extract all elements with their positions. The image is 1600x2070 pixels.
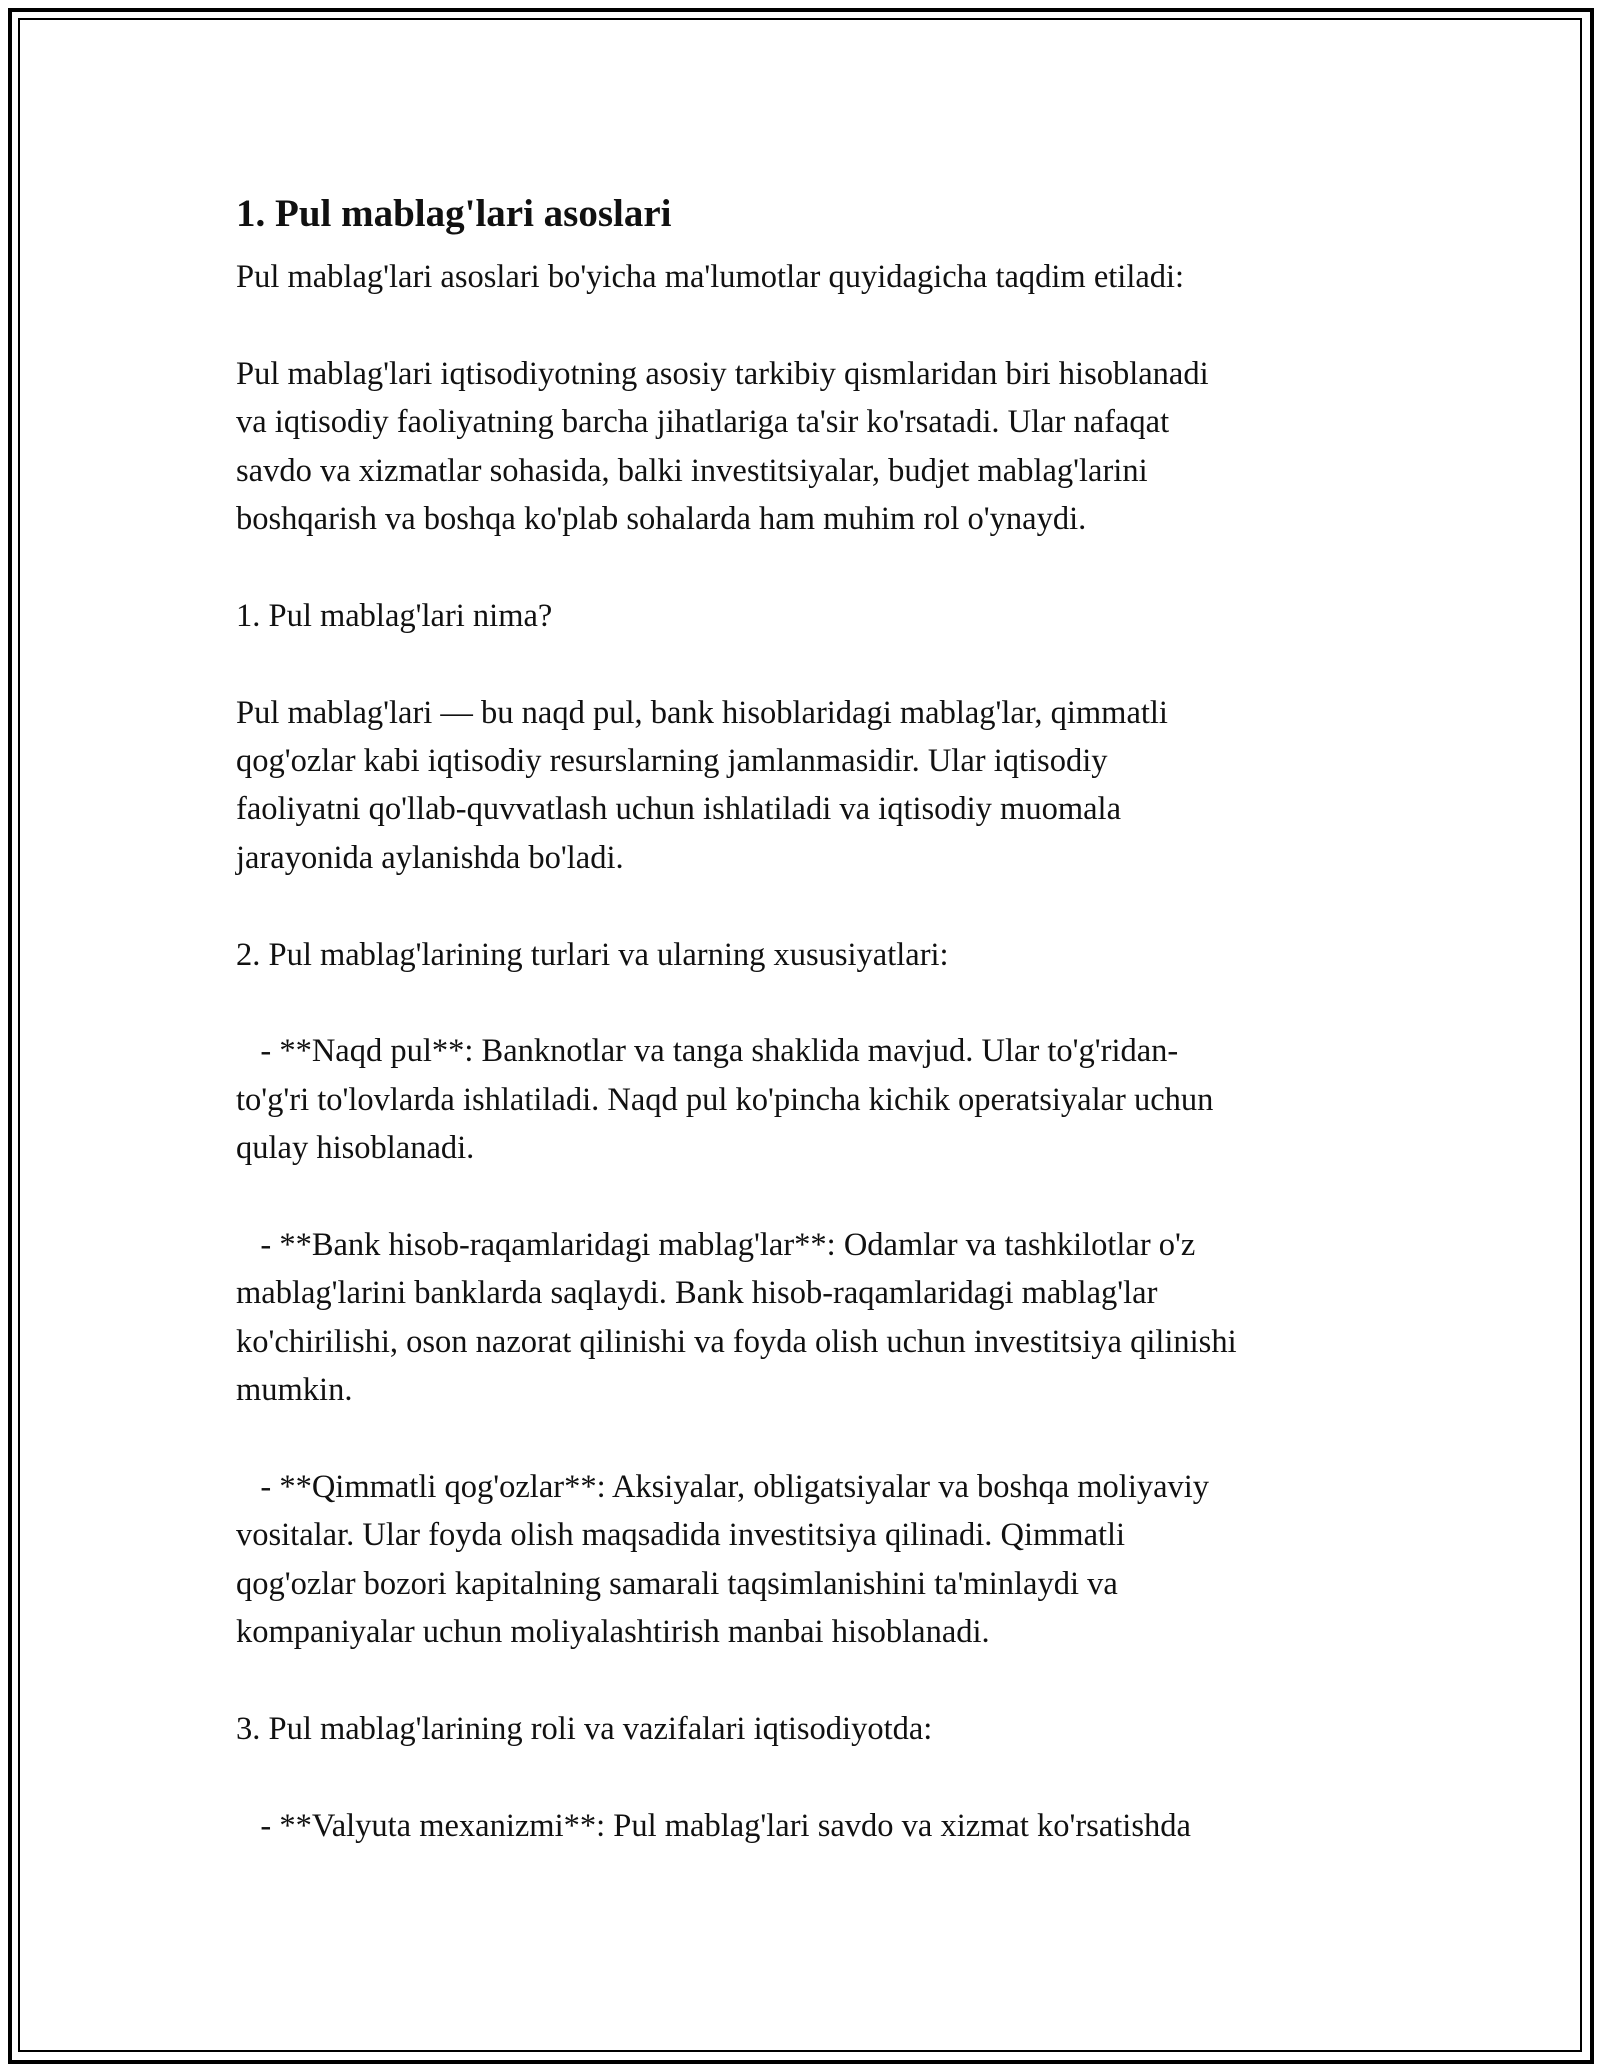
text-line: ko'chirilishi, oson nazorat qilinishi va foyda olish uchun investitsiya qilinishi [236, 1323, 1237, 1360]
text-line: kompaniyalar uchun moliyalashtirish manbai hisoblanadi. [236, 1614, 990, 1651]
text-line: mablag'larini banklarda saqlaydi. Bank hisob-raqamlaridagi mablag'lar [236, 1275, 1158, 1312]
text-line: - **Naqd pul**: Banknotlar va tanga shaklida mavjud. Ular to'g'ridan- [236, 1033, 1179, 1070]
text-line: - **Bank hisob-raqamlaridagi mablag'lar**: Odamlar va tashkilotlar o'z [236, 1227, 1196, 1264]
text-line: 1. Pul mablag'lari nima? [236, 597, 553, 634]
text-line: - **Valyuta mexanizmi**: Pul mablag'lari savdo va xizmat ko'rsatishda [236, 1807, 1191, 1844]
blank-line [236, 979, 1386, 1027]
document-body [236, 253, 1386, 1850]
text-line: jarayonida aylanishda bo'ladi. [236, 839, 624, 876]
blank-line [236, 1415, 1386, 1463]
text-line: qog'ozlar bozori kapitalning samarali taqsimlanishini ta'minlaydi va [236, 1565, 1118, 1602]
text-line: qog'ozlar kabi iqtisodiy resurslarning jamlanmasidir. Ular iqtisodiy [236, 743, 1108, 780]
document-content [236, 188, 1386, 1850]
text-line: mumkin. [236, 1372, 353, 1409]
text-line: to'g'ri to'lovlarda ishlatiladi. Naqd pul ko'pincha kichik operatsiyalar uchun [236, 1081, 1214, 1118]
text-line: qulay hisoblanadi. [236, 1130, 475, 1167]
blank-line [236, 543, 1386, 591]
text-line: Pul mablag'lari — bu naqd pul, bank hisoblaridagi mablag'lar, qimmatli [236, 694, 1168, 731]
blank-line [236, 882, 1386, 930]
text-line: Pul mablag'lari asoslari bo'yicha ma'lumotlar quyidagicha taqdim etiladi: [236, 259, 1185, 295]
blank-line [236, 1173, 1386, 1221]
section-heading: 1. Pul mablag'lari asoslari [236, 192, 672, 235]
text-line: savdo va xizmatlar sohasida, balki investitsiyalar, budjet mablag'larini [236, 452, 1148, 489]
blank-line [236, 640, 1386, 688]
blank-line [236, 1657, 1386, 1705]
text-line: faoliyatni qo'llab-quvvatlash uchun ishlatiladi va iqtisodiy muomala [236, 791, 1121, 828]
text-line: boshqarish va boshqa ko'plab sohalarda ham muhim rol o'ynaydi. [236, 501, 1087, 538]
blank-line [236, 301, 1386, 349]
text-line: vositalar. Ular foyda olish maqsadida investitsiya qilinadi. Qimmatli [236, 1517, 1126, 1554]
text-line: 3. Pul mablag'larining roli va vazifalari iqtisodiyotda: [236, 1711, 933, 1748]
text-line: 2. Pul mablag'larining turlari va ularning xususiyatlari: [236, 936, 949, 973]
blank-line [236, 1753, 1386, 1801]
text-line: Pul mablag'lari iqtisodiyotning asosiy tarkibiy qismlaridan biri hisoblanadi [236, 355, 1209, 392]
text-line: va iqtisodiy faoliyatning barcha jihatlariga ta'sir ko'rsatadi. Ular nafaqat [236, 404, 1170, 441]
text-line: - **Qimmatli qog'ozlar**: Aksiyalar, obligatsiyalar va boshqa moliyaviy [236, 1469, 1210, 1506]
